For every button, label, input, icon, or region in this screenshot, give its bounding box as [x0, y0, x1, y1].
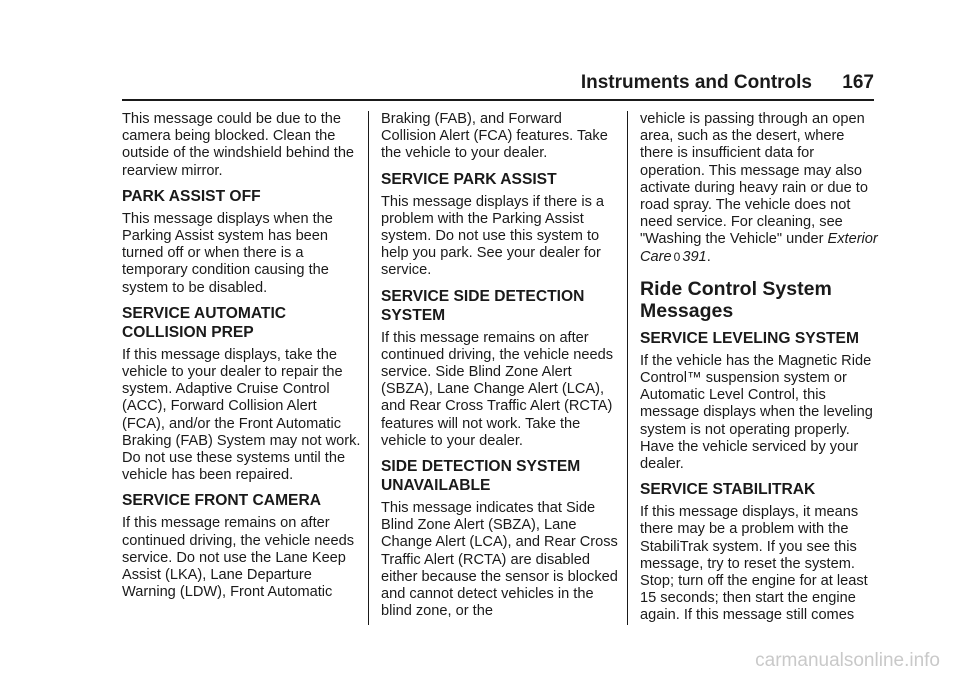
paragraph: If this message displays, take the vehicle to your dealer to repair the system. Adaptive Cruise Control (ACC), Forward Collision Alert (FCA), and/or the Front Automatic Braking (FAB) System may not work. Do not use these systems until the vehicle has been repaired.: [122, 346, 361, 484]
heading-service-park-assist: SERVICE PARK ASSIST: [381, 170, 557, 188]
watermark: carmanualsonline.info: [755, 650, 940, 671]
page-header: [122, 70, 874, 98]
heading-park-assist-off: PARK ASSIST OFF: [122, 187, 261, 205]
page-number: 167: [842, 72, 874, 93]
paragraph: If this message remains on after continued driving, the vehicle needs service. Do not use the Lane Keep Assist (LKA), Lane Departure Warning (LDW), Front Automatic: [122, 515, 355, 601]
heading-service-side-detection-system: SERVICE SIDE DETECTION SYSTEM: [381, 287, 585, 324]
paragraph-text: vehicle is passing through an open area, such as the desert, where there is insufficient data for operation. This message may also activate during heavy rain or due to road spray. The vehicle does not need service. For cleaning, see "Washing the Vehicle" under: [640, 111, 868, 248]
cross-reference-page[interactable]: 391: [682, 248, 707, 265]
heading-ride-control-system-messages: Ride Control System Messages: [640, 277, 832, 322]
heading-service-leveling-system: SERVICE LEVELING SYSTEM: [640, 329, 859, 347]
paragraph: This message displays if there is a problem with the Parking Assist system. Do not use this system to help you park. See your dealer for service.: [381, 193, 605, 279]
paragraph: Braking (FAB), and Forward Collision Alert (FCA) features. Take the vehicle to your dealer.: [381, 111, 608, 162]
heading-service-front-camera: SERVICE FRONT CAMERA: [122, 492, 321, 510]
page-reference-icon: 0: [673, 249, 681, 264]
section-title: Instruments and Controls: [580, 72, 812, 93]
cross-reference-link[interactable]: Exterior Care: [640, 231, 878, 265]
paragraph: If the vehicle has the Magnetic Ride Control™ suspension system or Automatic Level Control, this message displays when the leveling system is not operating properly. Have the vehicle serviced by your dealer.: [640, 352, 873, 473]
column-divider-a: [368, 111, 369, 625]
period: .: [706, 248, 711, 265]
heading-service-stabilitrak: SERVICE STABILITRAK: [640, 481, 816, 499]
column-2: [381, 111, 621, 620]
paragraph: This message indicates that Side Blind Zone Alert (SBZA), Lane Change Alert (LCA), and Rear Cross Traffic Alert (RCTA) are disabled either because the sensor is blocked and cannot detect vehicles in the blind zone, or the: [381, 500, 618, 620]
paragraph: If this message displays, it means there may be a problem with the StabiliTrak system. If you see this message, try to reset the system. Stop; turn off the engine for at least 15 seconds; then start the engine again. If this message still comes: [640, 504, 868, 624]
column-3: [640, 111, 880, 625]
column-divider-b: [627, 111, 628, 625]
heading-side-detection-system-unavailable: SIDE DETECTION SYSTEM UNAVAILABLE: [381, 458, 581, 495]
paragraph: [640, 111, 880, 266]
column-1: [122, 111, 362, 601]
header-rule: [122, 99, 874, 101]
paragraph: If this message remains on after continued driving, the vehicle needs service. Side Blind Zone Alert (SBZA), Lane Change Alert (LCA), and Rear Cross Traffic Alert (RCTA) features will not work. Take the vehicle to your dealer.: [381, 329, 614, 449]
paragraph: This message could be due to the camera being blocked. Clean the outside of the windshield behind the rearview mirror.: [122, 111, 355, 179]
heading-service-automatic-collision-prep: SERVICE AUTOMATIC COLLISION PREP: [122, 304, 287, 341]
paragraph: This message displays when the Parking Assist system has been turned off or when there is a temporary condition causing the system to be disabled.: [122, 210, 333, 296]
